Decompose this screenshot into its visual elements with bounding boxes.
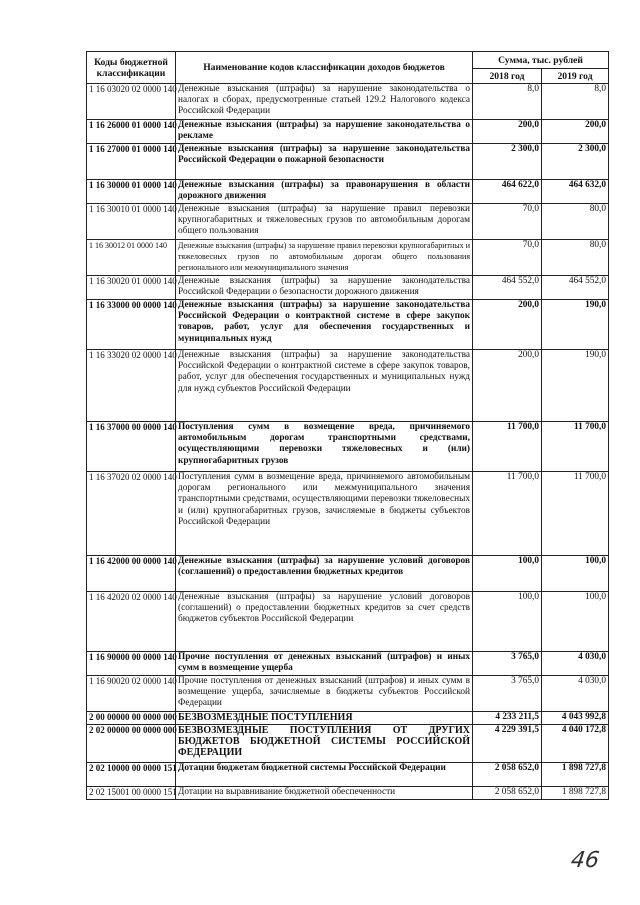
row-name: Денежные взыскания (штрафы) за нарушение законодательства Российской Федерации о безопасности дорожного движения xyxy=(176,276,473,300)
row-code: 1 16 42000 00 0000 140 xyxy=(87,556,176,592)
header-sum: Сумма, тыс. рублей xyxy=(473,52,609,69)
row-value-2019: 11 700,0 xyxy=(542,422,609,472)
row-value-2018: 4 233 211,5 xyxy=(473,712,542,725)
row-code: 1 16 30010 01 0000 140 xyxy=(87,204,176,240)
header-name: Наименование кодов классификации доходов бюджетов xyxy=(176,52,473,84)
row-name: Денежные взыскания (штрафы) за нарушение законодательства Российской Федерации о контрактной системе в сфере закупок товаров, работ, услуг для обеспечения государственных и муниципальных нужд для нужд субъектов Российской Федерации xyxy=(176,350,473,422)
row-code: 2 00 00000 00 0000 000 xyxy=(87,712,176,725)
table-row xyxy=(87,712,609,725)
table-row xyxy=(87,763,609,787)
table-row xyxy=(87,472,609,556)
row-value-2018: 8,0 xyxy=(473,84,542,120)
row-value-2019: 464 632,0 xyxy=(542,180,609,204)
row-value-2018: 70,0 xyxy=(473,204,542,240)
row-value-2018: 2 058 652,0 xyxy=(473,787,542,800)
row-value-2019: 200,0 xyxy=(542,120,609,144)
row-value-2018: 100,0 xyxy=(473,592,542,652)
row-value-2019: 190,0 xyxy=(542,300,609,350)
table-row xyxy=(87,180,609,204)
table-row xyxy=(87,592,609,652)
row-code: 2 02 15001 00 0000 151 xyxy=(87,787,176,800)
row-code: 1 16 90000 00 0000 140 xyxy=(87,652,176,676)
row-code: 1 16 37020 02 0000 140 xyxy=(87,472,176,556)
table-row xyxy=(87,787,609,800)
table-row xyxy=(87,144,609,180)
header-year-2019: 2019 год xyxy=(542,69,609,84)
row-code: 1 16 33000 00 0000 140 xyxy=(87,300,176,350)
row-value-2019: 1 898 727,8 xyxy=(542,763,609,787)
row-value-2018: 200,0 xyxy=(473,300,542,350)
row-value-2018: 2 058 652,0 xyxy=(473,763,542,787)
row-code: 2 02 10000 00 0000 151 xyxy=(87,763,176,787)
table-row xyxy=(87,276,609,300)
page-number: 46 xyxy=(569,848,601,873)
row-value-2019: 4 030,0 xyxy=(542,652,609,676)
row-code: 1 16 30000 01 0000 140 xyxy=(87,180,176,204)
row-name: Денежные взыскания (штрафы) за нарушение законодательства о налогах и сборах, предусмотренные статьей 129.2 Налогового кодекса Российской Федерации xyxy=(176,84,473,120)
row-value-2019: 100,0 xyxy=(542,556,609,592)
row-name: Поступления сумм в возмещение вреда, причиняемого автомобильным дорогам транспортными средствами, осуществляющими перевозки тяжеловесных и (или) крупногабаритных грузов xyxy=(176,422,473,472)
row-value-2019: 190,0 xyxy=(542,350,609,422)
row-code: 1 16 27000 01 0000 140 xyxy=(87,144,176,180)
row-value-2018: 464 622,0 xyxy=(473,180,542,204)
row-name: Прочие поступления от денежных взысканий (штрафов) и иных сумм в возмещение ущерба, зачисляемые в бюджеты субъектов Российской Федерации xyxy=(176,676,473,712)
row-code: 1 16 03020 02 0000 140 xyxy=(87,84,176,120)
row-value-2019: 8,0 xyxy=(542,84,609,120)
table-row xyxy=(87,350,609,422)
row-value-2018: 70,0 xyxy=(473,240,542,276)
row-name: Денежные взыскания (штрафы) за нарушение законодательства Российской Федерации о пожарной безопасности xyxy=(176,144,473,180)
row-value-2018: 200,0 xyxy=(473,350,542,422)
table-row xyxy=(87,120,609,144)
row-value-2018: 4 229 391,5 xyxy=(473,725,542,763)
row-name: Денежные взыскания (штрафы) за нарушение правил перевозки крупногабаритных и тяжеловесных грузов по автомобильным дорогам общего пользования xyxy=(176,204,473,240)
row-code: 1 16 33020 02 0000 140 xyxy=(87,350,176,422)
row-value-2018: 464 552,0 xyxy=(473,276,542,300)
row-code: 1 16 37000 00 0000 140 xyxy=(87,422,176,472)
row-value-2018: 3 765,0 xyxy=(473,676,542,712)
table-row xyxy=(87,556,609,592)
row-code: 1 16 26000 01 0000 140 xyxy=(87,120,176,144)
row-value-2018: 3 765,0 xyxy=(473,652,542,676)
row-code: 1 16 30012 01 0000 140 xyxy=(87,240,176,276)
table-row xyxy=(87,676,609,712)
row-name: БЕЗВОЗМЕЗДНЫЕ ПОСТУПЛЕНИЯ xyxy=(176,712,473,725)
row-value-2019: 80,0 xyxy=(542,204,609,240)
row-code: 1 16 30020 01 0000 140 xyxy=(87,276,176,300)
row-name: Денежные взыскания (штрафы) за нарушение правил перевозки крупногабаритных и тяжеловесных грузов по автомобильным дорогам общего пользования регионального или межмуниципального значения xyxy=(176,240,473,276)
row-value-2018: 100,0 xyxy=(473,556,542,592)
table-row xyxy=(87,725,609,763)
row-name: Поступления сумм в возмещение вреда, причиняемого автомобильным дорогам регионального или межмуниципального значения транспортными средствами, осуществляющими перевозки тяжеловесных и (или) крупногабаритных грузов, зачисляемые в бюджеты субъектов Российской Федерации xyxy=(176,472,473,556)
row-value-2018: 11 700,0 xyxy=(473,472,542,556)
row-value-2019: 100,0 xyxy=(542,592,609,652)
row-name: Дотации на выравнивание бюджетной обеспеченности xyxy=(176,787,473,800)
table-row xyxy=(87,422,609,472)
row-value-2019: 4 040 172,8 xyxy=(542,725,609,763)
row-value-2018: 2 300,0 xyxy=(473,144,542,180)
row-value-2019: 11 700,0 xyxy=(542,472,609,556)
row-name: БЕЗВОЗМЕЗДНЫЕ ПОСТУПЛЕНИЯ ОТ ДРУГИХ БЮДЖЕТОВ БЮДЖЕТНОЙ СИСТЕМЫ РОССИЙСКОЙ ФЕДЕРАЦИИ xyxy=(176,725,473,763)
budget-revenue-table xyxy=(86,51,609,800)
row-code: 2 02 00000 00 0000 000 xyxy=(87,725,176,763)
row-value-2019: 4 043 992,8 xyxy=(542,712,609,725)
table-row xyxy=(87,84,609,120)
row-name: Прочие поступления от денежных взысканий (штрафов) и иных сумм в возмещение ущерба xyxy=(176,652,473,676)
table-row xyxy=(87,204,609,240)
row-name: Денежные взыскания (штрафы) за нарушение условий договоров (соглашений) о предоставлении бюджетных кредитов за счет средств бюджетов субъектов Российской Федерации xyxy=(176,592,473,652)
row-name: Денежные взыскания (штрафы) за нарушение законодательства Российской Федерации о контрактной системе в сфере закупок товаров, работ, услуг для обеспечения государственных и муниципальных нужд xyxy=(176,300,473,350)
row-value-2019: 4 030,0 xyxy=(542,676,609,712)
header-codes: Коды бюджетной классификации xyxy=(87,52,176,84)
row-value-2019: 80,0 xyxy=(542,240,609,276)
table-row xyxy=(87,240,609,276)
row-value-2019: 464 552,0 xyxy=(542,276,609,300)
row-value-2018: 11 700,0 xyxy=(473,422,542,472)
row-value-2018: 200,0 xyxy=(473,120,542,144)
header-year-2018: 2018 год xyxy=(473,69,542,84)
row-code: 1 16 42020 02 0000 140 xyxy=(87,592,176,652)
row-value-2019: 2 300,0 xyxy=(542,144,609,180)
table-row xyxy=(87,652,609,676)
row-value-2019: 1 898 727,8 xyxy=(542,787,609,800)
row-name: Дотации бюджетам бюджетной системы Российской Федерации xyxy=(176,763,473,787)
row-code: 1 16 90020 02 0000 140 xyxy=(87,676,176,712)
row-name: Денежные взыскания (штрафы) за правонарушения в области дорожного движения xyxy=(176,180,473,204)
row-name: Денежные взыскания (штрафы) за нарушение условий договоров (соглашений) о предоставлении бюджетных кредитов xyxy=(176,556,473,592)
row-name: Денежные взыскания (штрафы) за нарушение законодательства о рекламе xyxy=(176,120,473,144)
table-row xyxy=(87,300,609,350)
